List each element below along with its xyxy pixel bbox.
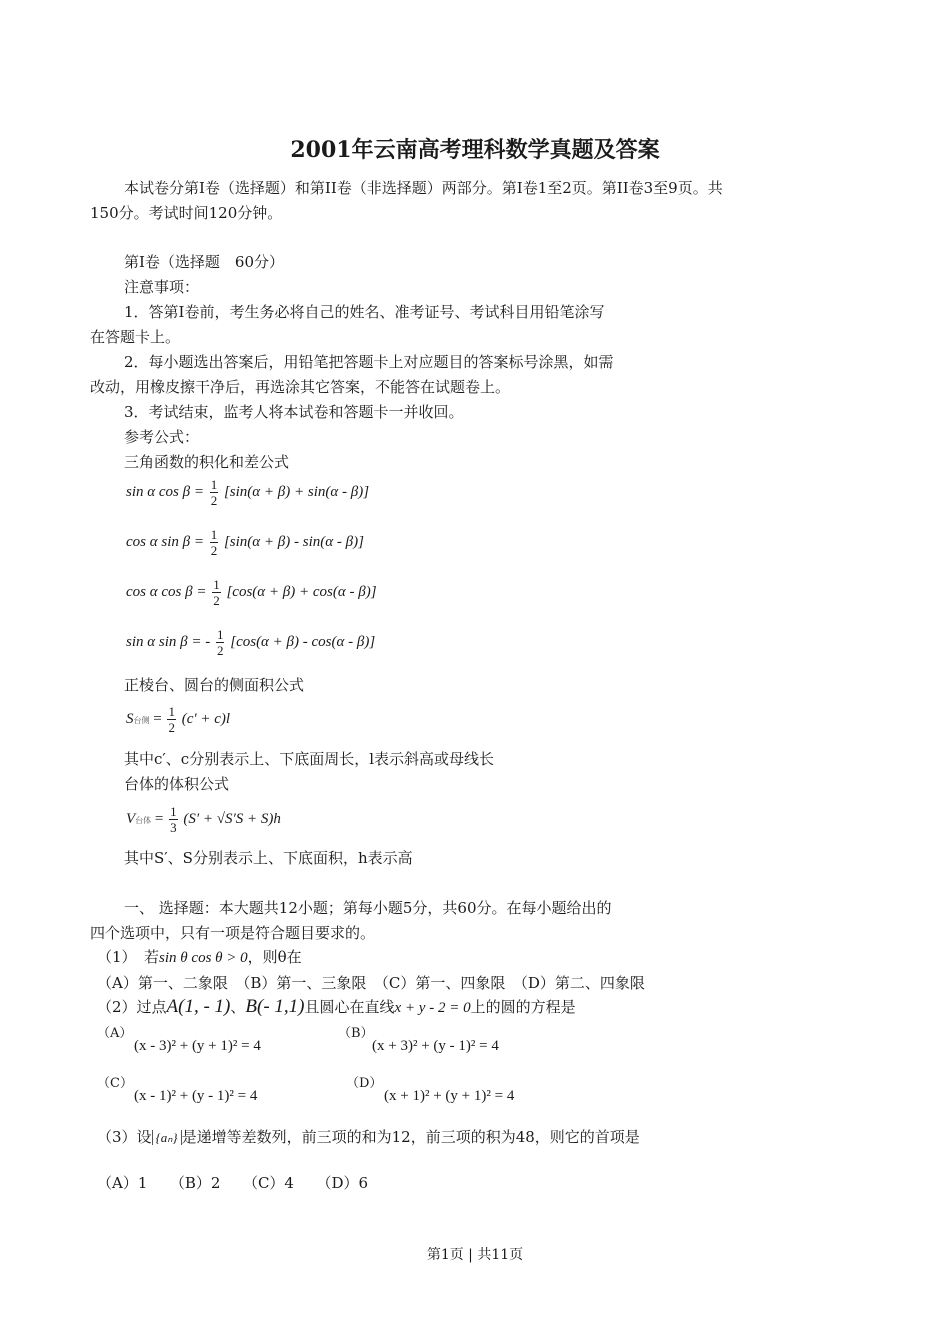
- q2-stem-prefix: （2）过点: [97, 998, 167, 1016]
- fraction-half: $\frac{1}{2}$: [210, 527, 218, 558]
- trig-heading: 三角函数的积化和差公式: [124, 453, 290, 471]
- notice-heading: 注意事项：: [124, 278, 200, 296]
- formula-2-right: [sin(α + β) - sin(α - β)]: [223, 533, 364, 550]
- intro-line-2: 150分。考试时间120分钟。: [90, 204, 283, 222]
- q2-stem: [97, 997, 576, 1018]
- formula-2: [126, 527, 364, 558]
- formula-1-right: [sin(α + β) + sin(α - β)]: [223, 483, 370, 500]
- page-title: 2001年云南高考理科数学真题及答案: [290, 137, 660, 163]
- formula-4-right: [cos(α + β) - cos(α - β)]: [230, 633, 376, 650]
- formula-4-left: sin α sin β = -: [126, 633, 211, 650]
- q2-sep: 、: [230, 998, 246, 1016]
- notice-2-cont: 改动，用橡皮擦干净后，再选涂其它答案，不能答在试题卷上。: [90, 378, 511, 396]
- part1-heading: 第Ⅰ卷（选择题 60分）: [124, 253, 285, 271]
- fraction-half: $\frac{1}{2}$: [168, 704, 175, 735]
- volume-note: 其中S′、S分别表示上、下底面积，h表示高: [124, 849, 413, 867]
- q2-point-a: A(1, - 1): [166, 996, 231, 1017]
- fraction-half: $\frac{1}{2}$: [213, 577, 220, 608]
- q1-stem-suffix: ，则θ在: [247, 948, 302, 966]
- q2-stem-mid: 且圆心在直线: [304, 998, 395, 1016]
- q2-option-c-label: （C）: [97, 1076, 133, 1091]
- q3-sequence: {aₙ}: [152, 1130, 182, 1145]
- lateral-expr: (c′ + c)l: [181, 710, 231, 727]
- q2-point-b: B(- 1,1): [245, 996, 305, 1017]
- volume-V: V: [126, 810, 136, 827]
- lateral-formula: [126, 704, 230, 735]
- volume-expr: (S′ + √S′S + S)h: [183, 810, 281, 827]
- lateral-heading: 正棱台、圆台的侧面积公式: [124, 676, 305, 694]
- notice-2: 2．每小题选出答案后，用铅笔把答题卡上对应题目的答案标号涂黑，如需: [124, 353, 614, 371]
- q2-line-eq: x + y - 2 = 0: [394, 1000, 471, 1016]
- section1-line-2: 四个选项中，只有一项是符合题目要求的。: [90, 924, 376, 942]
- intro-line-1: 本试卷分第Ⅰ卷（选择题）和第II卷（非选择题）两部分。第Ⅰ卷1至2页。第II卷3至9页。共: [124, 179, 723, 197]
- lateral-S-sub: 台侧: [133, 715, 150, 725]
- q2-option-b-label: （B）: [338, 1026, 374, 1041]
- q1-stem-math: sin θ cos θ > 0: [159, 950, 248, 966]
- formula-1-left: sin α cos β =: [126, 483, 204, 500]
- q3-stem: [97, 1127, 640, 1148]
- volume-heading: 台体的体积公式: [124, 775, 230, 793]
- lateral-note: 其中c′、c分别表示上、下底面周长，l表示斜高或母线长: [124, 750, 495, 768]
- q3-stem-suffix: 是递增等差数列，前三项的和为12，前三项的积为48，则它的首项是: [181, 1128, 640, 1146]
- volume-formula: [126, 804, 281, 835]
- formula-3-right: [cos(α + β) + cos(α - β)]: [226, 583, 377, 600]
- lateral-S: S: [126, 710, 134, 727]
- notice-1: 1．答第Ⅰ卷前，考生务必将自己的姓名、准考证号、考试科目用铅笔涂写: [124, 303, 605, 321]
- q1-stem-prefix: （1） 若: [97, 948, 160, 966]
- fraction-third: $\frac{1}{3}$: [170, 804, 177, 835]
- formula-4: [126, 627, 375, 658]
- formula-3: [126, 577, 377, 608]
- q3-options: （A）1 （B）2 （C）4 （D）6: [97, 1174, 369, 1192]
- q2-option-c: (x - 1)² + (y - 1)² = 4: [134, 1088, 258, 1104]
- q1-stem: [97, 947, 302, 968]
- formula-2-left: cos α sin β =: [126, 533, 204, 550]
- q2-option-d: (x + 1)² + (y + 1)² = 4: [384, 1088, 515, 1104]
- q2-option-b: (x + 3)² + (y - 1)² = 4: [372, 1038, 499, 1054]
- q2-option-a: (x - 3)² + (y + 1)² = 4: [134, 1038, 261, 1054]
- lateral-eq: =: [153, 710, 162, 727]
- notice-1-cont: 在答题卡上。: [90, 328, 181, 346]
- q2-option-d-label: （D）: [346, 1076, 383, 1091]
- page-footer: 第1页 | 共11页: [426, 1247, 524, 1263]
- q3-stem-prefix: （3）设: [97, 1128, 152, 1146]
- volume-eq: =: [154, 810, 164, 827]
- formula-heading: 参考公式：: [124, 428, 200, 446]
- fraction-half: $\frac{1}{2}$: [216, 627, 224, 658]
- q2-stem-suffix: 上的圆的方程是: [470, 998, 576, 1016]
- section1-line-1: 一、 选择题：本大题共12小题；第每小题5分，共60分。在每小题给出的: [124, 899, 612, 917]
- fraction-half: $\frac{1}{2}$: [210, 477, 218, 508]
- q2-option-a-label: （A）: [97, 1026, 133, 1041]
- formula-3-left: cos α cos β =: [126, 583, 207, 600]
- volume-V-sub: 台体: [135, 815, 152, 825]
- notice-3: 3．考试结束，监考人将本试卷和答题卡一并收回。: [124, 403, 464, 421]
- q1-options: （A）第一、二象限 （B）第一、三象限 （C）第一、四象限 （D）第二、四象限: [97, 974, 645, 992]
- formula-1: [126, 477, 369, 508]
